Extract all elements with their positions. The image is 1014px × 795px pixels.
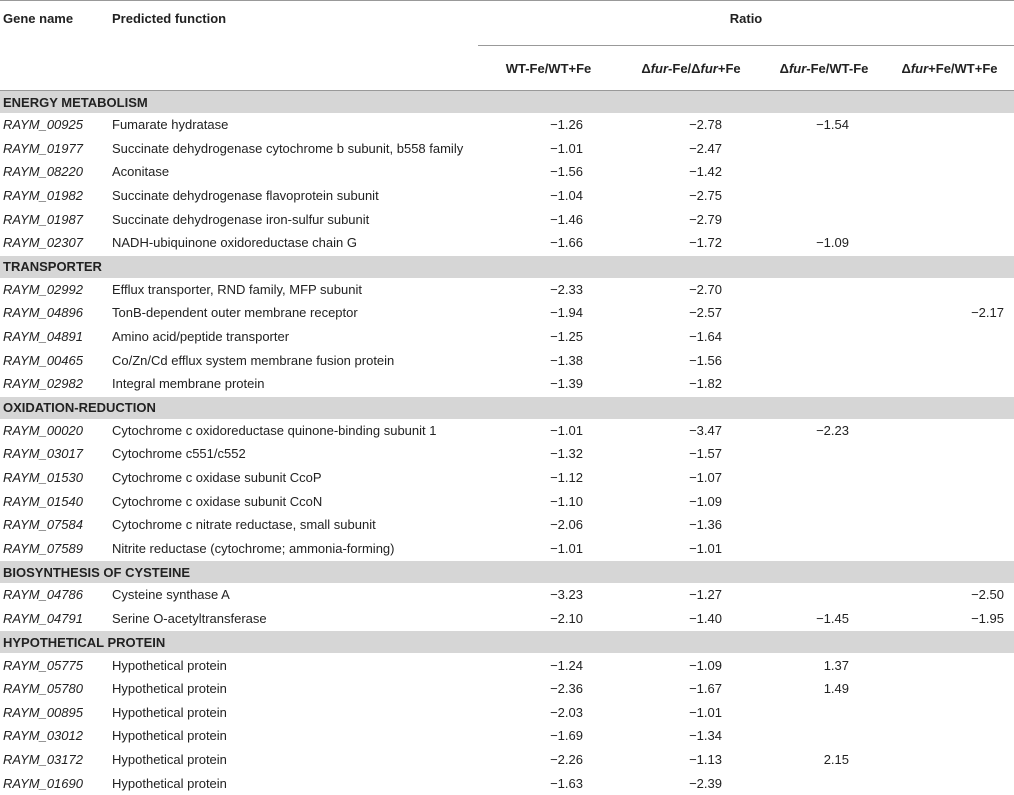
ratio-fur-wt-minus-cell <box>763 583 885 607</box>
gene-name-cell: RAYM_01690 <box>3 775 83 791</box>
ratio-fur-wt-plus-cell <box>885 372 1014 396</box>
ratio-wt-cell: −2.06 <box>550 517 583 533</box>
ratio-wt-cell: −1.01 <box>550 140 583 156</box>
ratio-fur-wt-plus-cell <box>885 537 1014 561</box>
ratio-fur-wt-minus-cell <box>763 442 885 466</box>
gene-name-cell: RAYM_05780 <box>3 681 83 697</box>
gene-name-cell: RAYM_05775 <box>3 657 83 673</box>
ratio-fur-fur-cell: −2.47 <box>689 140 722 156</box>
col-fur-wt-minus-header: Δfur-Fe/WT-Fe <box>763 46 885 91</box>
ratio-fur-wt-minus-cell <box>763 489 885 513</box>
function-cell: NADH-ubiquinone oxidoreductase chain G <box>112 235 357 251</box>
gene-name-cell: RAYM_02992 <box>3 281 83 297</box>
ratio-fur-wt-minus-cell <box>763 372 885 396</box>
gene-name-header: Gene name <box>0 1 109 91</box>
ratio-wt-cell: −1.38 <box>550 352 583 368</box>
ratio-fur-fur-cell: −1.09 <box>689 493 722 509</box>
ratio-fur-fur-cell: −1.34 <box>689 728 722 744</box>
ratio-fur-wt-plus-cell: −1.95 <box>971 610 1004 626</box>
ratio-fur-fur-cell: −1.56 <box>689 352 722 368</box>
ratio-wt-cell: −1.63 <box>550 775 583 791</box>
table-row <box>0 348 1014 372</box>
ratio-wt-cell: −3.23 <box>550 587 583 603</box>
ratio-fur-wt-minus-cell: −1.45 <box>816 610 849 626</box>
ratio-wt-cell: −1.24 <box>550 657 583 673</box>
ratio-fur-fur-cell: −3.47 <box>689 422 722 438</box>
function-cell: Hypothetical protein <box>112 728 227 744</box>
ratio-fur-wt-minus-cell <box>763 513 885 537</box>
gene-name-cell: RAYM_03017 <box>3 446 83 462</box>
col-wt-header: WT-Fe/WT+Fe <box>478 46 619 91</box>
function-cell: Hypothetical protein <box>112 751 227 767</box>
table-row <box>0 677 1014 701</box>
ratio-fur-wt-plus-cell <box>885 160 1014 184</box>
ratio-wt-cell: −1.94 <box>550 305 583 321</box>
ratio-fur-wt-plus-cell: −2.17 <box>971 305 1004 321</box>
header-row-top <box>0 1 1014 46</box>
gene-name-cell: RAYM_01540 <box>3 493 83 509</box>
ratio-fur-wt-minus-cell <box>763 724 885 748</box>
ratio-fur-wt-plus-cell <box>885 771 1014 795</box>
function-cell: Co/Zn/Cd efflux system membrane fusion protein <box>112 352 395 368</box>
gene-name-cell: RAYM_00895 <box>3 704 83 720</box>
gene-name-cell: RAYM_01530 <box>3 470 83 486</box>
function-cell: Cytochrome c nitrate reductase, small subunit <box>112 517 376 533</box>
ratio-fur-wt-plus-cell <box>885 231 1014 255</box>
gene-name-cell: RAYM_04896 <box>3 305 83 321</box>
ratio-wt-cell: −1.39 <box>550 376 583 392</box>
function-cell: Nitrite reductase (cytochrome; ammonia-forming) <box>112 540 395 556</box>
ratio-wt-cell: −2.03 <box>550 704 583 720</box>
ratio-header: Ratio <box>478 1 1014 46</box>
ratio-fur-wt-plus-cell <box>885 113 1014 137</box>
function-cell: Fumarate hydratase <box>112 117 229 133</box>
table-row <box>0 653 1014 677</box>
ratio-wt-cell: −1.12 <box>550 470 583 486</box>
table-row <box>0 700 1014 724</box>
ratio-wt-cell: −2.26 <box>550 751 583 767</box>
ratio-fur-fur-cell: −1.36 <box>689 517 722 533</box>
gene-name-cell: RAYM_02982 <box>3 376 83 392</box>
ratio-fur-wt-plus-cell: −2.50 <box>971 587 1004 603</box>
function-cell: Cytochrome c oxidase subunit CcoN <box>112 493 323 509</box>
function-cell: Amino acid/peptide transporter <box>112 329 290 345</box>
table-row <box>0 748 1014 772</box>
ratio-fur-wt-plus-cell <box>885 653 1014 677</box>
gene-name-cell: RAYM_00020 <box>3 422 83 438</box>
ratio-fur-wt-minus-cell <box>763 537 885 561</box>
predicted-function-header: Predicted function <box>109 1 478 91</box>
ratio-fur-fur-cell: −2.79 <box>689 211 722 227</box>
gene-name-cell: RAYM_01977 <box>3 140 83 156</box>
section-title: ENERGY METABOLISM <box>0 91 1014 114</box>
function-cell: Hypothetical protein <box>112 704 227 720</box>
gene-name-cell: RAYM_04791 <box>3 610 83 626</box>
section-title: BIOSYNTHESIS OF CYSTEINE <box>0 561 1014 584</box>
table-row <box>0 301 1014 325</box>
table-row <box>0 278 1014 302</box>
function-cell: TonB-dependent outer membrane receptor <box>112 305 358 321</box>
ratio-fur-wt-minus-cell <box>763 700 885 724</box>
ratio-fur-wt-minus-cell: 2.15 <box>823 751 849 767</box>
ratio-fur-wt-minus-cell <box>763 301 885 325</box>
gene-name-cell: RAYM_03172 <box>3 751 83 767</box>
ratio-fur-wt-minus-cell <box>763 207 885 231</box>
ratio-fur-fur-cell: −2.78 <box>689 117 722 133</box>
ratio-fur-wt-plus-cell <box>885 748 1014 772</box>
function-cell: Hypothetical protein <box>112 657 227 673</box>
ratio-fur-fur-cell: −2.39 <box>689 775 722 791</box>
ratio-fur-wt-plus-cell <box>885 700 1014 724</box>
ratio-wt-cell: −1.56 <box>550 164 583 180</box>
ratio-wt-cell: −2.10 <box>550 610 583 626</box>
ratio-fur-wt-plus-cell <box>885 677 1014 701</box>
ratio-fur-wt-minus-cell <box>763 348 885 372</box>
function-cell: Cytochrome c551/c552 <box>112 446 246 462</box>
ratio-wt-cell: −1.01 <box>550 540 583 556</box>
table-row <box>0 583 1014 607</box>
ratio-fur-fur-cell: −1.09 <box>689 657 722 673</box>
col-fur-fur-header: Δfur-Fe/Δfur+Fe <box>619 46 763 91</box>
ratio-fur-wt-minus-cell <box>763 137 885 161</box>
gene-name-cell: RAYM_00465 <box>3 352 83 368</box>
ratio-fur-wt-minus-cell <box>763 184 885 208</box>
ratio-fur-fur-cell: −1.72 <box>689 235 722 251</box>
gene-name-cell: RAYM_01987 <box>3 211 83 227</box>
ratio-fur-wt-plus-cell <box>885 419 1014 443</box>
ratio-fur-wt-minus-cell: −1.54 <box>816 117 849 133</box>
ratio-fur-fur-cell: −2.70 <box>689 281 722 297</box>
gene-name-cell: RAYM_07589 <box>3 540 83 556</box>
ratio-wt-cell: −1.01 <box>550 422 583 438</box>
table-row <box>0 419 1014 443</box>
gene-name-cell: RAYM_00925 <box>3 117 83 133</box>
ratio-fur-wt-minus-cell: 1.37 <box>823 657 849 673</box>
section-header-row <box>0 561 1014 584</box>
gene-name-cell: RAYM_04786 <box>3 587 83 603</box>
table-row <box>0 372 1014 396</box>
table-row <box>0 489 1014 513</box>
gene-name-cell: RAYM_04891 <box>3 329 83 345</box>
gene-name-cell: RAYM_03012 <box>3 728 83 744</box>
function-cell: Hypothetical protein <box>112 775 227 791</box>
section-header-row <box>0 255 1014 278</box>
table-body <box>0 91 1014 795</box>
ratio-fur-wt-minus-cell <box>763 325 885 349</box>
ratio-fur-wt-minus-cell <box>763 771 885 795</box>
function-cell: Cysteine synthase A <box>112 587 230 603</box>
ratio-fur-fur-cell: −1.42 <box>689 164 722 180</box>
ratio-fur-fur-cell: −1.07 <box>689 470 722 486</box>
ratio-wt-cell: −1.69 <box>550 728 583 744</box>
ratio-wt-cell: −1.32 <box>550 446 583 462</box>
ratio-fur-wt-plus-cell <box>885 207 1014 231</box>
table-row <box>0 113 1014 137</box>
function-cell: Serine O-acetyltransferase <box>112 610 267 626</box>
section-title: OXIDATION-REDUCTION <box>0 396 1014 419</box>
ratio-fur-wt-minus-cell: −2.23 <box>816 422 849 438</box>
section-title: HYPOTHETICAL PROTEIN <box>0 631 1014 654</box>
ratio-wt-cell: −2.36 <box>550 681 583 697</box>
table-row <box>0 184 1014 208</box>
table-row <box>0 442 1014 466</box>
table-row <box>0 137 1014 161</box>
table-row <box>0 160 1014 184</box>
ratio-fur-fur-cell: −1.13 <box>689 751 722 767</box>
ratio-fur-wt-minus-cell <box>763 278 885 302</box>
ratio-wt-cell: −1.66 <box>550 235 583 251</box>
ratio-wt-cell: −1.25 <box>550 329 583 345</box>
table-row <box>0 325 1014 349</box>
ratio-wt-cell: −2.33 <box>550 281 583 297</box>
ratio-fur-fur-cell: −2.75 <box>689 188 722 204</box>
ratio-fur-wt-plus-cell <box>885 137 1014 161</box>
function-cell: Cytochrome c oxidase subunit CcoP <box>112 470 322 486</box>
ratio-fur-wt-plus-cell <box>885 184 1014 208</box>
ratio-fur-fur-cell: −1.40 <box>689 610 722 626</box>
ratio-wt-cell: −1.10 <box>550 493 583 509</box>
gene-name-cell: RAYM_07584 <box>3 517 83 533</box>
function-cell: Integral membrane protein <box>112 376 265 392</box>
table-row <box>0 724 1014 748</box>
ratio-fur-wt-plus-cell <box>885 724 1014 748</box>
ratio-fur-wt-plus-cell <box>885 348 1014 372</box>
ratio-fur-fur-cell: −1.01 <box>689 540 722 556</box>
table-row <box>0 466 1014 490</box>
table-row <box>0 607 1014 631</box>
ratio-fur-fur-cell: −1.57 <box>689 446 722 462</box>
function-cell: Cytochrome c oxidoreductase quinone-binding subunit 1 <box>112 422 437 438</box>
function-cell: Efflux transporter, RND family, MFP subunit <box>112 281 362 297</box>
ratio-fur-fur-cell: −1.82 <box>689 376 722 392</box>
table-row <box>0 513 1014 537</box>
ratio-fur-wt-minus-cell: −1.09 <box>816 235 849 251</box>
function-cell: Hypothetical protein <box>112 681 227 697</box>
ratio-fur-wt-plus-cell <box>885 325 1014 349</box>
function-cell: Aconitase <box>112 164 170 180</box>
gene-name-cell: RAYM_08220 <box>3 164 83 180</box>
ratio-fur-fur-cell: −1.01 <box>689 704 722 720</box>
ratio-fur-fur-cell: −2.57 <box>689 305 722 321</box>
function-cell: Succinate dehydrogenase cytochrome b subunit, b558 family <box>112 140 464 156</box>
col-fur-wt-plus-header: Δfur+Fe/WT+Fe <box>885 46 1014 91</box>
ratio-wt-cell: −1.04 <box>550 188 583 204</box>
ratio-wt-cell: −1.26 <box>550 117 583 133</box>
section-title: TRANSPORTER <box>0 255 1014 278</box>
table-row <box>0 207 1014 231</box>
ratio-fur-wt-plus-cell <box>885 278 1014 302</box>
table-row <box>0 231 1014 255</box>
ratio-fur-wt-minus-cell <box>763 466 885 490</box>
gene-name-cell: RAYM_01982 <box>3 188 83 204</box>
section-header-row <box>0 91 1014 114</box>
section-header-row <box>0 631 1014 654</box>
ratio-fur-wt-minus-cell <box>763 160 885 184</box>
table-row <box>0 771 1014 795</box>
ratio-fur-fur-cell: −1.67 <box>689 681 722 697</box>
ratio-fur-wt-plus-cell <box>885 466 1014 490</box>
ratio-fur-fur-cell: −1.64 <box>689 329 722 345</box>
ratio-fur-wt-plus-cell <box>885 513 1014 537</box>
ratio-fur-fur-cell: −1.27 <box>689 587 722 603</box>
gene-name-cell: RAYM_02307 <box>3 235 83 251</box>
ratio-fur-wt-plus-cell <box>885 442 1014 466</box>
section-header-row <box>0 396 1014 419</box>
ratio-fur-wt-plus-cell <box>885 489 1014 513</box>
function-cell: Succinate dehydrogenase iron-sulfur subunit <box>112 211 370 227</box>
ratio-wt-cell: −1.46 <box>550 211 583 227</box>
table-row <box>0 537 1014 561</box>
function-cell: Succinate dehydrogenase flavoprotein subunit <box>112 188 379 204</box>
ratio-fur-wt-minus-cell: 1.49 <box>823 681 849 697</box>
